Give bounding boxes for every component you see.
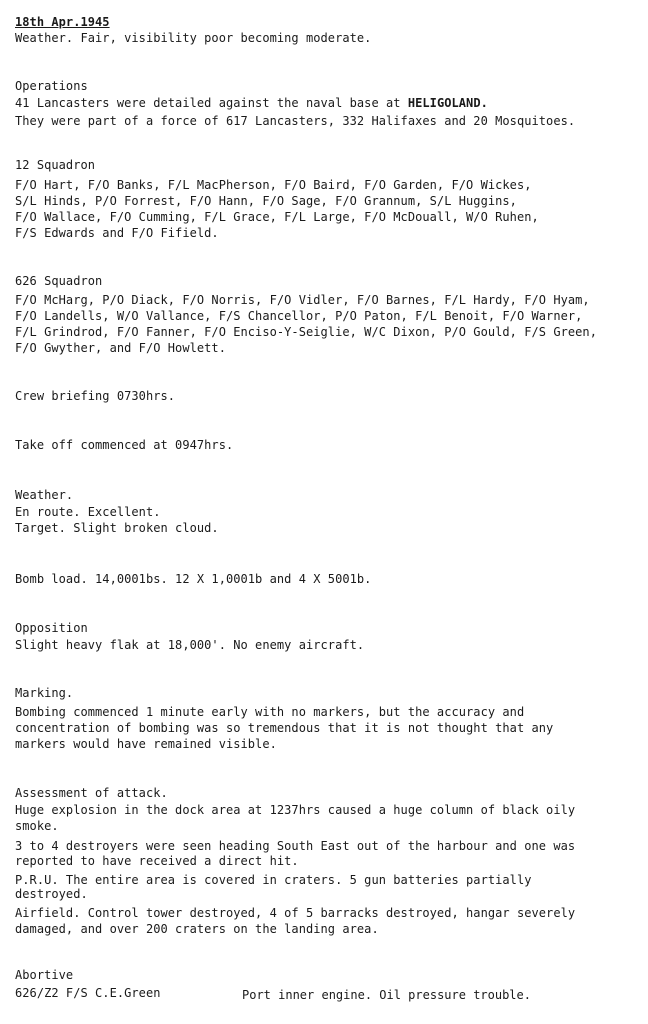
operations-heading: Operations [15, 79, 88, 93]
crew-briefing: Crew briefing 0730hrs. [15, 389, 176, 403]
operations-line-1-text: 41 Lancasters were detailed against the naval base at [15, 96, 408, 110]
assessment-line: Huge explosion in the dock area at 1237hrs caused a huge column of black oily [15, 803, 576, 817]
squadron-12-line: F/O Wallace, F/O Cumming, F/L Grace, F/L Large, F/O McDouall, W/O Ruhen, [15, 210, 539, 224]
opposition-detail: Slight heavy flak at 18,000'. No enemy aircraft. [15, 638, 365, 652]
squadron-626-heading: 626 Squadron [15, 274, 103, 288]
abortive-heading: Abortive [15, 968, 74, 982]
squadron-626-line: F/O McHarg, P/O Diack, F/O Norris, F/O Vidler, F/O Barnes, F/L Hardy, F/O Hyam, [15, 293, 590, 307]
weather-en-route: En route. Excellent. [15, 505, 161, 519]
bomb-load: Bomb load. 14,0001bs. 12 X 1,0001b and 4 X 5001b. [15, 572, 372, 586]
squadron-12-heading: 12 Squadron [15, 158, 96, 172]
marking-heading: Marking. [15, 686, 74, 700]
assessment-line: 3 to 4 destroyers were seen heading South East out of the harbour and one was [15, 839, 576, 853]
entry-date: 18th Apr.1945 [15, 15, 110, 29]
squadron-12-line: S/L Hinds, P/O Forrest, F/O Hann, F/O Sage, F/O Grannum, S/L Huggins, [15, 194, 517, 208]
assessment-heading: Assessment of attack. [15, 786, 168, 800]
weather-heading: Weather. [15, 488, 74, 502]
weather-target: Target. Slight broken cloud. [15, 521, 219, 535]
assessment-line: smoke. [15, 819, 59, 833]
assessment-line: reported to have received a direct hit. [15, 854, 299, 868]
squadron-12-line: F/S Edwards and F/O Fifield. [15, 226, 219, 240]
abortive-reason: Port inner engine. Oil pressure trouble. [242, 988, 531, 1002]
marking-line: markers would have remained visible. [15, 737, 277, 751]
take-off: Take off commenced at 0947hrs. [15, 438, 234, 452]
assessment-line: Airfield. Control tower destroyed, 4 of 5 barracks destroyed, hangar severely [15, 906, 576, 920]
marking-line: Bombing commenced 1 minute early with no markers, but the accuracy and [15, 705, 525, 719]
opposition-heading: Opposition [15, 621, 88, 635]
operations-line-2: They were part of a force of 617 Lancasters, 332 Halifaxes and 20 Mosquitoes. [15, 114, 576, 128]
assessment-line: damaged, and over 200 craters on the landing area. [15, 922, 379, 936]
squadron-626-line: F/O Landells, W/O Vallance, F/S Chancellor, P/O Paton, F/L Benoit, F/O Warner, [15, 309, 583, 323]
assessment-line: P.R.U. The entire area is covered in craters. 5 gun batteries partially [15, 873, 532, 887]
squadron-626-line: F/L Grindrod, F/O Fanner, F/O Enciso-Y-Seiglie, W/C Dixon, P/O Gould, F/S Green, [15, 325, 597, 339]
assessment-line: destroyed. [15, 887, 88, 901]
squadron-626-line: F/O Gwyther, and F/O Howlett. [15, 341, 226, 355]
weather-summary: Weather. Fair, visibility poor becoming moderate. [15, 31, 372, 45]
marking-line: concentration of bombing was so tremendous that it is not thought that any [15, 721, 554, 735]
squadron-12-line: F/O Hart, F/O Banks, F/L MacPherson, F/O Baird, F/O Garden, F/O Wickes, [15, 178, 532, 192]
target-name: HELIGOLAND. [407, 96, 488, 110]
operations-line-1 [15, 95, 488, 111]
abortive-aircraft-crew: 626/Z2 F/S C.E.Green [15, 986, 161, 1000]
